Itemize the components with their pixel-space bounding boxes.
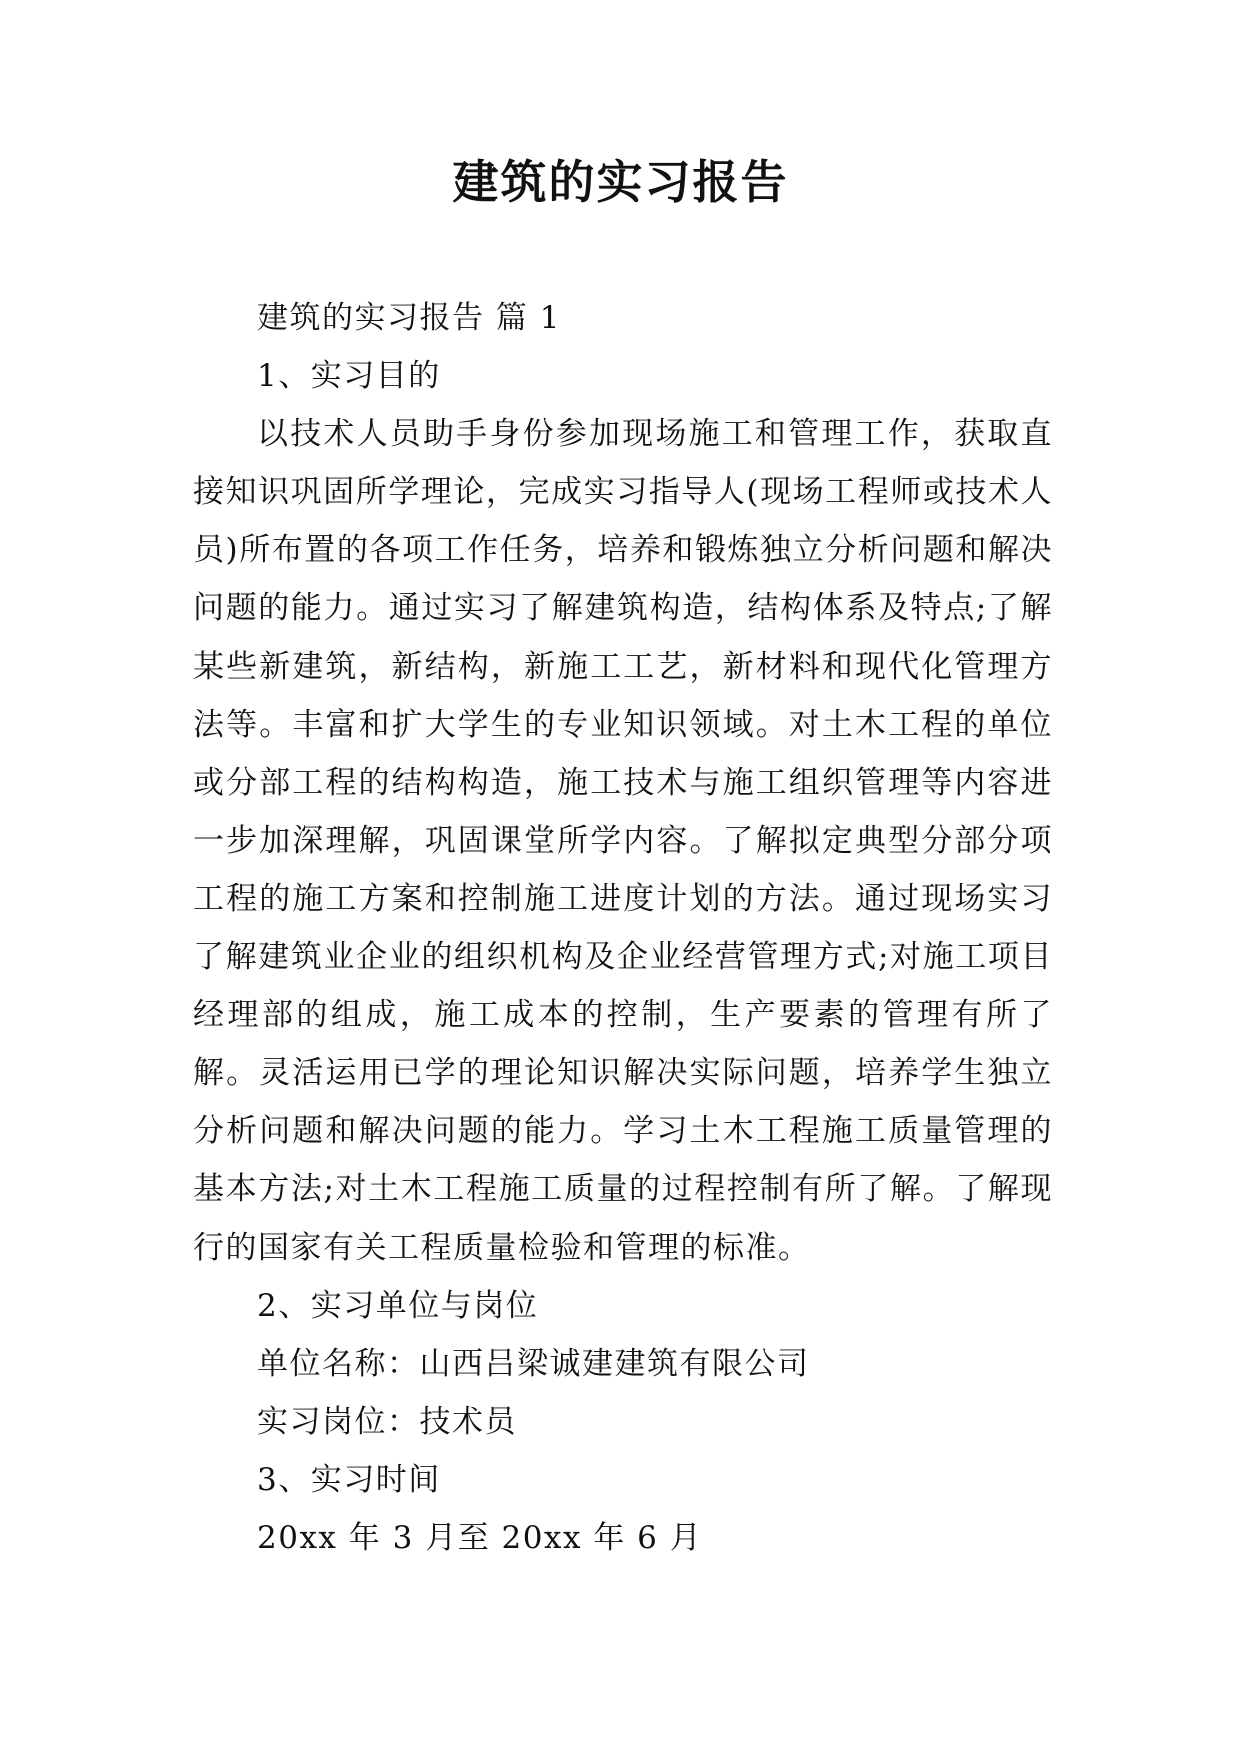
time-range-line: 20xx 年 3 月至 20xx 年 6 月 (257, 1519, 703, 1556)
item1-heading: 1、实习目的 (257, 358, 441, 395)
document-body (193, 289, 1053, 1567)
item2-heading: 2、实习单位与岗位 (257, 1287, 539, 1324)
item1-paragraph: 以技术人员助手身份参加现场施工和管理工作，获取直接知识巩固所学理论，完成实习指导人(现场工程师或技术人员)所布置的各项工作任务，培养和锻炼独立分析问题和解决问题的能力。通过实习了解建筑构造，结构体系及特点;了解某些新建筑，新结构，新施工工艺，新材料和现代化管理方法等。丰富和扩大学生的专业知识领域。对土木工程的单位或分部工程的结构构造，施工技术与施工组织管理等内容进一步加深理解，巩固课堂所学内容。了解拟定典型分部分项工程的施工方案和控制施工进度计划的方法。通过现场实习了解建筑业企业的组织机构及企业经营管理方式;对施工项目经理部的组成，施工成本的控制，生产要素的管理有所了解。灵活运用已学的理论知识解决实际问题，培养学生独立分析问题和解决问题的能力。学习土木工程施工质量管理的基本方法;对土木工程施工质量的过程控制有所了解。了解现行的国家有关工程质量检验和管理的标准。 (193, 416, 1053, 1266)
unit-name-line: 单位名称：山西吕梁诚建建筑有限公司 (257, 1345, 810, 1382)
position-line: 实习岗位：技术员 (257, 1403, 517, 1440)
document-title: 建筑的实习报告 (452, 155, 789, 209)
item3-heading: 3、实习时间 (257, 1461, 441, 1498)
section-heading: 建筑的实习报告 篇 1 (257, 300, 561, 336)
